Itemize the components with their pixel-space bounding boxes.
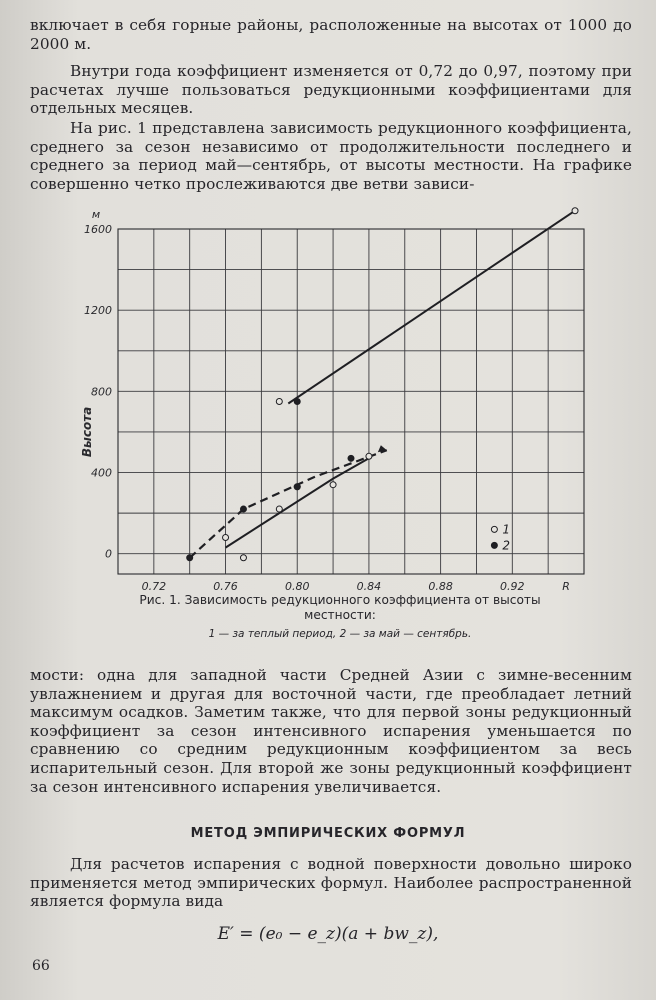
chart-legend — [491, 522, 510, 552]
x-tick-label: 0,76 — [213, 580, 238, 590]
paragraph-empirical-formulas: Для расчетов испарения с водной поверхности довольно широко применяется метод эмпирических формул. Наиболее распространенной является формула вида — [30, 855, 632, 911]
x-tick-label: 0,84 — [356, 580, 382, 590]
figure-caption-line2: местности: — [304, 608, 376, 622]
regression-line-lower-branch-dashed — [190, 450, 387, 558]
data-point-series-1 — [366, 453, 372, 459]
paragraph-coefficient-range: Внутри года коэффициент изменяется от 0,72 до 0,97, поэтому при расчетах лучше пользоваться редукционными коэффициентами для отдельных месяцев. — [30, 62, 632, 118]
legend-marker-2 — [491, 542, 497, 548]
y-tick-label: 1200 — [84, 304, 112, 318]
x-tick-label: 0,88 — [428, 580, 453, 590]
paragraph-two-branches: мости: одна для западной части Средней Азии с зимне-весенним увлажнением и другая для восточной части, где преобладает летний максимум осадков. Заметим также, что для первой зоны редукционный коэффициент за сезон интенсивного испарения уменьшается по сравнению со средним редукционным коэффициентом за весь испарительный сезон. Для второй же зоны редукционный коэффициент за сезон интенсивного испарения увеличивается. — [30, 666, 632, 796]
plot-frame — [118, 229, 584, 574]
y-tick-label: 400 — [91, 466, 112, 480]
data-point-series-2 — [294, 484, 300, 490]
paragraph-figure-intro: На рис. 1 представлена зависимость редукционного коэффициента, среднего за сезон независимо от продолжительности последнего и среднего за период май—сентябрь, от высоты местности. На графике совершенно четко прослеживаются две ветви зависи- — [30, 119, 632, 193]
x-tick-label: 0,80 — [284, 580, 310, 590]
y-tick-label: 1600 — [84, 223, 112, 236]
data-point-series-2 — [348, 455, 354, 461]
data-point-series-1 — [276, 506, 282, 512]
height-reduction-chart — [0, 190, 656, 590]
legend-label-2: 2 — [502, 538, 511, 553]
data-point-series-1 — [276, 399, 282, 405]
data-point-series-1 — [330, 482, 336, 488]
data-point-series-2 — [294, 399, 300, 405]
legend-label-1: 1 — [502, 522, 511, 537]
data-point-series-2 — [240, 506, 246, 512]
figure-legend-explanation: 1 — за теплый период, 2 — за май — сентябрь. — [208, 628, 472, 640]
data-point-series-1 — [223, 534, 229, 540]
data-point-series-1 — [240, 555, 246, 561]
x-axis-label: R — [562, 580, 570, 590]
paragraph-continued: включает в себя горные районы, расположенные на высотах от 1000 до 2000 м. — [30, 16, 632, 53]
data-point-series-2 — [187, 555, 193, 561]
data-point-series-1 — [572, 208, 578, 214]
x-tick-label: 0,72 — [141, 580, 167, 590]
formula-evaporation: E′ = (e₀ − e_z)(a + bw_z), — [217, 924, 439, 944]
regression-line-upper-branch — [288, 211, 575, 404]
y-tick-label: 0 — [105, 547, 112, 561]
x-tick-label: 0,92 — [500, 580, 525, 590]
y-axis-unit: м — [91, 208, 101, 221]
figure-caption-line1: Рис. 1. Зависимость редукционного коэффициента от высоты — [139, 593, 541, 607]
chart-lines — [190, 211, 575, 558]
legend-marker-1 — [491, 526, 497, 532]
page-number: 66 — [32, 958, 50, 974]
y-tick-label: 800 — [91, 385, 112, 399]
y-axis-label: Высота — [80, 406, 94, 458]
section-heading: МЕТОД ЭМПИРИЧЕСКИХ ФОРМУЛ — [190, 826, 466, 841]
chart-points — [187, 208, 578, 561]
chart-grid — [118, 229, 584, 574]
